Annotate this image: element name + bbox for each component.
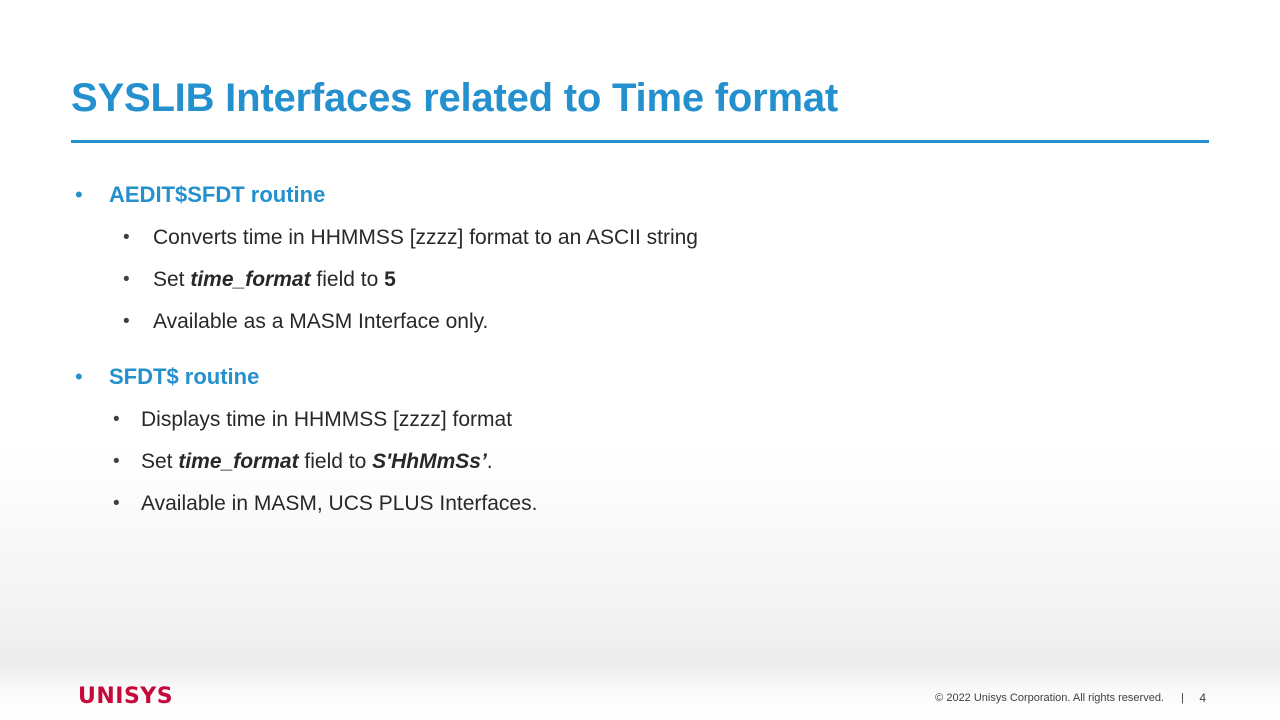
emphasis-value: S'HhMmSs’ <box>372 450 487 473</box>
bullet-level1-aedit <box>71 180 1221 210</box>
emphasis-field-name: time_format <box>178 450 299 473</box>
emphasis-value: 5 <box>384 268 396 291</box>
group-spacer <box>71 336 1221 362</box>
bullet-glyph-icon: • <box>75 182 83 207</box>
unisys-logo: UNISYS <box>78 684 174 709</box>
bullet-glyph-icon: • <box>113 409 120 430</box>
bullet-glyph-icon: • <box>123 227 130 248</box>
list-item-label: Set time_format field to S'HhMmSs’. <box>141 450 493 473</box>
bullet-level1-label: AEDIT$SFDT routine <box>109 182 326 207</box>
bullet-glyph-icon: • <box>113 451 120 472</box>
emphasis-field-name: time_format <box>190 268 311 291</box>
list-item <box>71 224 1221 252</box>
list-item <box>71 308 1221 336</box>
list-item-label: Set time_format field to 5 <box>153 268 396 291</box>
list-item-label: Available as a MASM Interface only. <box>153 310 489 333</box>
title-divider <box>71 140 1209 143</box>
list-item-label: Displays time in HHMMSS [zzzz] format <box>141 408 513 431</box>
copyright-text: © 2022 Unisys Corporation. All rights reserved. <box>935 692 1164 704</box>
list-item-label: Converts time in HHMMSS [zzzz] format to an ASCII string <box>153 226 698 249</box>
footer-separator: | <box>1181 692 1184 704</box>
list-item <box>71 406 1221 434</box>
bullet-glyph-icon: • <box>123 269 130 290</box>
list-item <box>71 448 1221 476</box>
page-title: SYSLIB Interfaces related to Time format <box>71 76 839 120</box>
list-item <box>71 266 1221 294</box>
slide-content-area <box>8 8 1272 712</box>
bullet-glyph-icon: • <box>75 364 83 389</box>
bullet-list <box>71 180 1221 518</box>
page-number: 4 <box>1199 691 1206 705</box>
bullet-level1-label: SFDT$ routine <box>109 364 260 389</box>
bullet-level1-sfdt <box>71 362 1221 392</box>
bullet-glyph-icon: • <box>113 493 120 514</box>
bullet-glyph-icon: • <box>123 311 130 332</box>
list-item <box>71 490 1221 518</box>
list-item-label: Available in MASM, UCS PLUS Interfaces. <box>141 492 538 515</box>
